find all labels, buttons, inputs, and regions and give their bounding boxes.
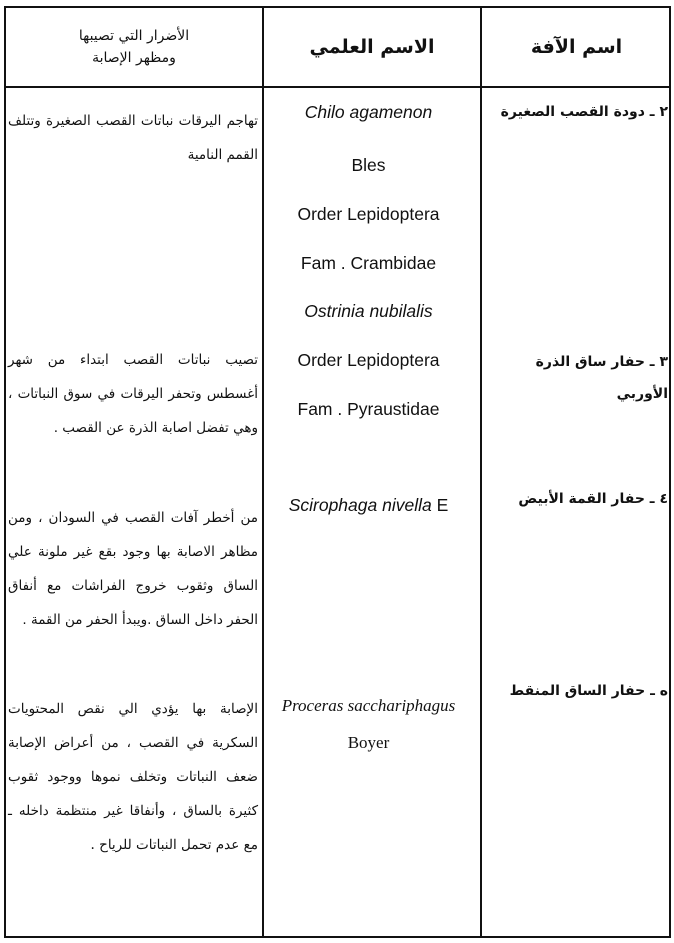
- header-damage-line1: الأضرار التي تصيبها: [78, 28, 190, 44]
- header-scientific-name: الاسم العلمي: [309, 36, 435, 58]
- scientific-order: Order Lepidoptera: [297, 350, 440, 370]
- pest-name: ه ـ حفار الساق المنقط: [509, 683, 668, 699]
- scientific-name: Proceras sacchariphagus: [281, 696, 456, 715]
- scientific-name-italic: Scirophaga nivella: [288, 495, 432, 515]
- damage-description: تهاجم اليرقات نباتات القصب الصغيرة وتتلف القمم النامية: [8, 113, 258, 163]
- scientific-order: Order Lepidoptera: [297, 204, 440, 224]
- pest-name: ٣ ـ حفار ساق الذرة: [535, 354, 668, 370]
- pest-name: ٢ ـ دودة القصب الصغيرة: [500, 104, 668, 120]
- column-divider: [262, 6, 264, 938]
- scientific-name: [262, 495, 475, 516]
- scientific-author: E: [436, 495, 449, 515]
- scientific-name: Chilo agamenon: [304, 102, 433, 122]
- damage-description: تصيب نباتات القصب ابتداء من شهر أغسطس وتحفر اليرقات في سوق النباتات ، وهي تفضل اصابة الذرة عن القصب .: [8, 352, 258, 436]
- scientific-family: Fam . Pyraustidae: [297, 399, 440, 419]
- pest-name-continued: الأوربي: [616, 386, 668, 402]
- header-damage: [8, 10, 260, 84]
- damage-description: من أخطر آفات القصب في السودان ، ومن مظاهر الاصابة بها وجود بقع غير ملونة علي الساق وثقوب خروج الفراشات مع أنفاق الحفر داخل الساق .ويبدأ الحفر من القمة .: [8, 510, 258, 628]
- column-divider: [480, 6, 482, 938]
- header-pest-name: اسم الآفة: [530, 36, 623, 58]
- header-damage-line2: ومظهر الإصابة: [92, 50, 176, 66]
- header-divider: [4, 86, 671, 88]
- pest-name: ٤ ـ حفار القمة الأبيض: [518, 491, 668, 507]
- scientific-author: Boyer: [347, 733, 390, 752]
- scientific-family: Fam . Crambidae: [300, 253, 437, 273]
- scientific-author: Bles: [351, 155, 386, 175]
- scientific-name: Ostrinia nubilalis: [304, 301, 433, 321]
- damage-description: الإصابة بها يؤدي الي نقص المحتويات السكرية في القصب ، من أعراض الإصابة ضعف النباتات وتخلف نموها ووجود ثقوب كثيرة بالساق ، وأنفاقا غير منتظمة داخله ـ مع عدم تحمل النباتات للرياح .: [8, 701, 258, 853]
